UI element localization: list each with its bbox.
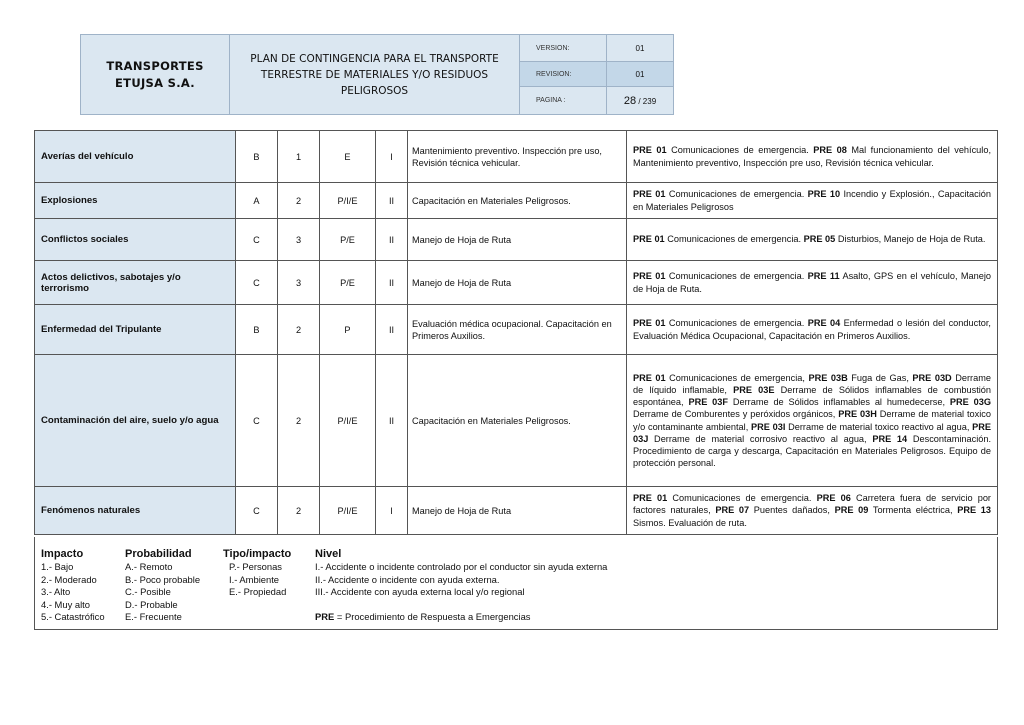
procedure-text: Tormenta eléctrica, [868,505,958,516]
procedure-code: PRE 03H [838,409,877,420]
procedure-code: PRE 03I [750,421,786,432]
procedure-code: PRE 10 [807,189,841,200]
plan-title-line-2: TERRESTRE DE MATERIALES Y/O RESIDUOS [260,68,489,81]
legend-title: Nivel [315,548,342,560]
legend-item: 2.- Moderado [41,573,97,585]
table-row [35,219,998,261]
legend-item: 1.- Bajo [41,561,74,572]
procedure-code: PRE 01 [633,145,667,156]
legend-item: III.- Accidente con ayuda externa local y/o regional [315,586,525,598]
impact-type-cell: P/I/E [320,355,376,487]
document-header [80,34,674,115]
revision-label: REVISION: [520,62,607,87]
impact-type-cell: P [320,305,376,355]
risk-name-cell: Actos delictivos, sabotajes y/o terrorismo [35,261,236,305]
procedure-code: PRE 07 [715,505,750,516]
risk-name-cell: Conflictos sociales [35,219,236,261]
legend-item: 3.- Alto [41,586,71,598]
pre-definition-text: = Procedimiento de Respuesta a Emergencias [334,611,531,623]
probability-cell: B [236,131,278,183]
version-label: VERSION: [520,35,607,62]
procedure-code: PRE 01 [633,493,668,504]
plan-title-line-1: PLAN DE CONTINGENCIA PARA EL TRANSPORTE [250,52,499,65]
probability-cell: A [236,183,278,219]
pre-definition [315,611,607,624]
legend-probabilidad [125,547,200,624]
preventive-measures-cell: Evaluación médica ocupacional. Capacitación en Primeros Auxilios. [408,305,627,355]
impact-cell: 1 [278,131,320,183]
procedure-text: Comunicaciones de emergencia. [666,145,814,156]
table-row [35,305,998,355]
procedure-text: Derrame de material corrosivo reactivo al agua, [648,433,873,444]
level-cell: I [376,487,408,535]
procedure-text: Derrame de Sólidos inflamables de combustión espontánea, [633,384,992,408]
preventive-measures-cell: Mantenimiento preventivo. Inspección pre uso, Revisión técnica vehicular. [408,131,627,183]
procedure-code: PRE 14 [872,433,908,444]
procedure-text: Derrame de líquido inflamable, [633,372,991,395]
probability-cell: C [236,219,278,261]
procedure-text: Derrame de Sólidos inflamables al humedecerse, [728,397,950,408]
impact-cell: 3 [278,219,320,261]
legend-title: Tipo/impacto [223,548,292,560]
procedure-code: PRE 03B [808,372,848,383]
legend [34,537,998,630]
response-procedures-cell [627,355,998,487]
risk-name-cell: Fenómenos naturales [35,487,236,535]
response-procedures-cell [627,487,998,535]
procedure-text: Comunicaciones de emergencia. [664,234,804,245]
table-row [35,261,998,305]
level-cell: II [376,219,408,261]
procedure-text: Comunicaciones de emergencia, [665,372,809,383]
pre-definition-abbr: PRE [315,611,335,623]
procedure-code: PRE 05 [803,234,836,245]
procedure-code: PRE 09 [834,505,869,516]
page-total: / 239 [638,96,657,106]
legend-tipo-impacto [223,547,291,599]
procedure-text: Asalto, GPS en el vehículo, Manejo de Hoja de Ruta. [633,271,992,294]
impact-cell: 2 [278,183,320,219]
procedure-code: PRE 01 [633,189,666,200]
procedure-code: PRE 03G [949,397,991,408]
preventive-measures-cell: Manejo de Hoja de Ruta [408,219,627,261]
probability-cell: C [236,355,278,487]
legend-item: P.- Personas [229,561,282,572]
procedure-text: Disturbios, Manejo de Hoja de Ruta. [835,234,986,245]
table-row [35,183,998,219]
procedure-code: PRE 03D [912,372,952,383]
page-number: 28 [623,94,637,107]
procedure-text: Comunicaciones de emergencia. [665,271,808,282]
procedure-text: Derrame de Comburentes y peróxidos orgánicos, [633,409,839,420]
page-label: PAGINA : [520,87,607,115]
procedure-text: Fuga de Gas, [847,372,913,383]
preventive-measures-cell: Capacitación en Materiales Peligrosos. [408,183,627,219]
legend-item: C.- Posible [125,586,171,598]
legend-item: 4.- Muy alto [41,598,90,610]
legend-item: II.- Accidente o incidente con ayuda externa. [315,573,500,585]
procedure-code: PRE 03F [688,397,729,408]
risk-name-cell: Contaminación del aire, suelo y/o agua [35,355,236,487]
legend-item: D.- Probable [125,598,178,610]
response-procedures-cell [627,305,998,355]
response-procedures-cell [627,219,998,261]
impact-type-cell: P/E [320,219,376,261]
legend-impacto [41,547,105,624]
table-row [35,131,998,183]
impact-type-cell: P/I/E [320,487,376,535]
procedure-text: Derrame de material toxico y/o contaminante ambiental, [633,409,991,432]
procedure-text: Comunicaciones de emergencia. [667,493,817,504]
plan-title [230,35,520,115]
version-value: 01 [607,35,674,62]
risk-name-cell: Explosiones [35,183,236,219]
risk-table [34,130,998,535]
table-row [35,487,998,535]
probability-cell: C [236,261,278,305]
impact-cell: 2 [278,305,320,355]
procedure-code: PRE 03E [733,384,775,395]
legend-item: B.- Poco probable [125,573,201,585]
legend-item: E.- Frecuente [125,611,182,623]
procedure-text: Puentes dañados, [749,505,835,516]
legend-item: I.- Ambiente [229,573,280,585]
risk-name-cell: Enfermedad del Tripulante [35,305,236,355]
probability-cell: C [236,487,278,535]
legend-title: Probabilidad [125,548,192,560]
preventive-measures-cell: Manejo de Hoja de Ruta [408,487,627,535]
risk-table-body [35,131,998,535]
procedure-text: Carretera fuera de servicio por factores naturales, [633,493,991,516]
legend-item: E.- Propiedad [229,586,287,598]
level-cell: II [376,261,408,305]
procedure-code: PRE 01 [633,318,666,329]
company-name [81,35,230,115]
procedure-text: Sismos. Evaluación de ruta. [633,517,747,528]
legend-item: A.- Remoto [125,561,173,572]
legend-item: I.- Accidente o incidente controlado por el conductor sin ayuda externa [315,561,608,572]
page-indicator [607,87,674,115]
procedure-text: Derrame de material toxico reactivo al agua, [785,421,973,432]
procedure-code: PRE 11 [807,271,840,282]
procedure-code: PRE 06 [816,493,851,504]
level-cell: II [376,355,408,487]
procedure-code: PRE 03J [633,421,992,444]
company-line-2: ETUJSA S.A. [115,75,195,90]
impact-type-cell: E [320,131,376,183]
legend-title: Impacto [41,548,84,560]
level-cell: II [376,183,408,219]
risk-name-cell: Averías del vehículo [35,131,236,183]
procedure-code: PRE 13 [957,505,991,516]
revision-value: 01 [607,62,674,87]
level-cell: II [376,305,408,355]
procedure-code: PRE 01 [633,234,665,245]
impact-type-cell: P/I/E [320,183,376,219]
table-row [35,355,998,487]
response-procedures-cell [627,183,998,219]
probability-cell: B [236,305,278,355]
procedure-text: Descontaminación. Procedimiento de carga y descarga, Capacitación en Materiales Peligrosos. Equipo de protección personal. [633,433,992,469]
procedure-code: PRE 08 [813,145,847,156]
legend-nivel [315,547,607,624]
procedure-text: Mal funcionamiento del vehículo, Mantenimiento preventivo, Inspección pre uso, Revisión técnica vehicular. [633,145,991,168]
level-cell: I [376,131,408,183]
procedure-code: PRE 04 [807,318,841,329]
response-procedures-cell [627,261,998,305]
impact-cell: 3 [278,261,320,305]
procedure-code: PRE 01 [633,372,666,383]
procedure-text: Enfermedad o lesión del conductor, Evaluación Médica Ocupacional, Capacitación en Primeros Auxilios. [633,318,991,341]
impact-type-cell: P/E [320,261,376,305]
impact-cell: 2 [278,355,320,487]
procedure-text: Comunicaciones de emergencia. [665,318,808,329]
legend-item: 5.- Catastrófico [41,611,105,623]
procedure-text: Incendio y Explosión., Capacitación en Materiales Peligrosos [633,189,991,212]
plan-title-line-3: PELIGROSOS [340,84,409,97]
procedure-code: PRE 01 [633,271,666,282]
impact-cell: 2 [278,487,320,535]
company-line-1: TRANSPORTES [106,58,204,73]
procedure-text: Comunicaciones de emergencia. [665,189,808,200]
preventive-measures-cell: Manejo de Hoja de Ruta [408,261,627,305]
response-procedures-cell [627,131,998,183]
preventive-measures-cell: Capacitación en Materiales Peligrosos. [408,355,627,487]
